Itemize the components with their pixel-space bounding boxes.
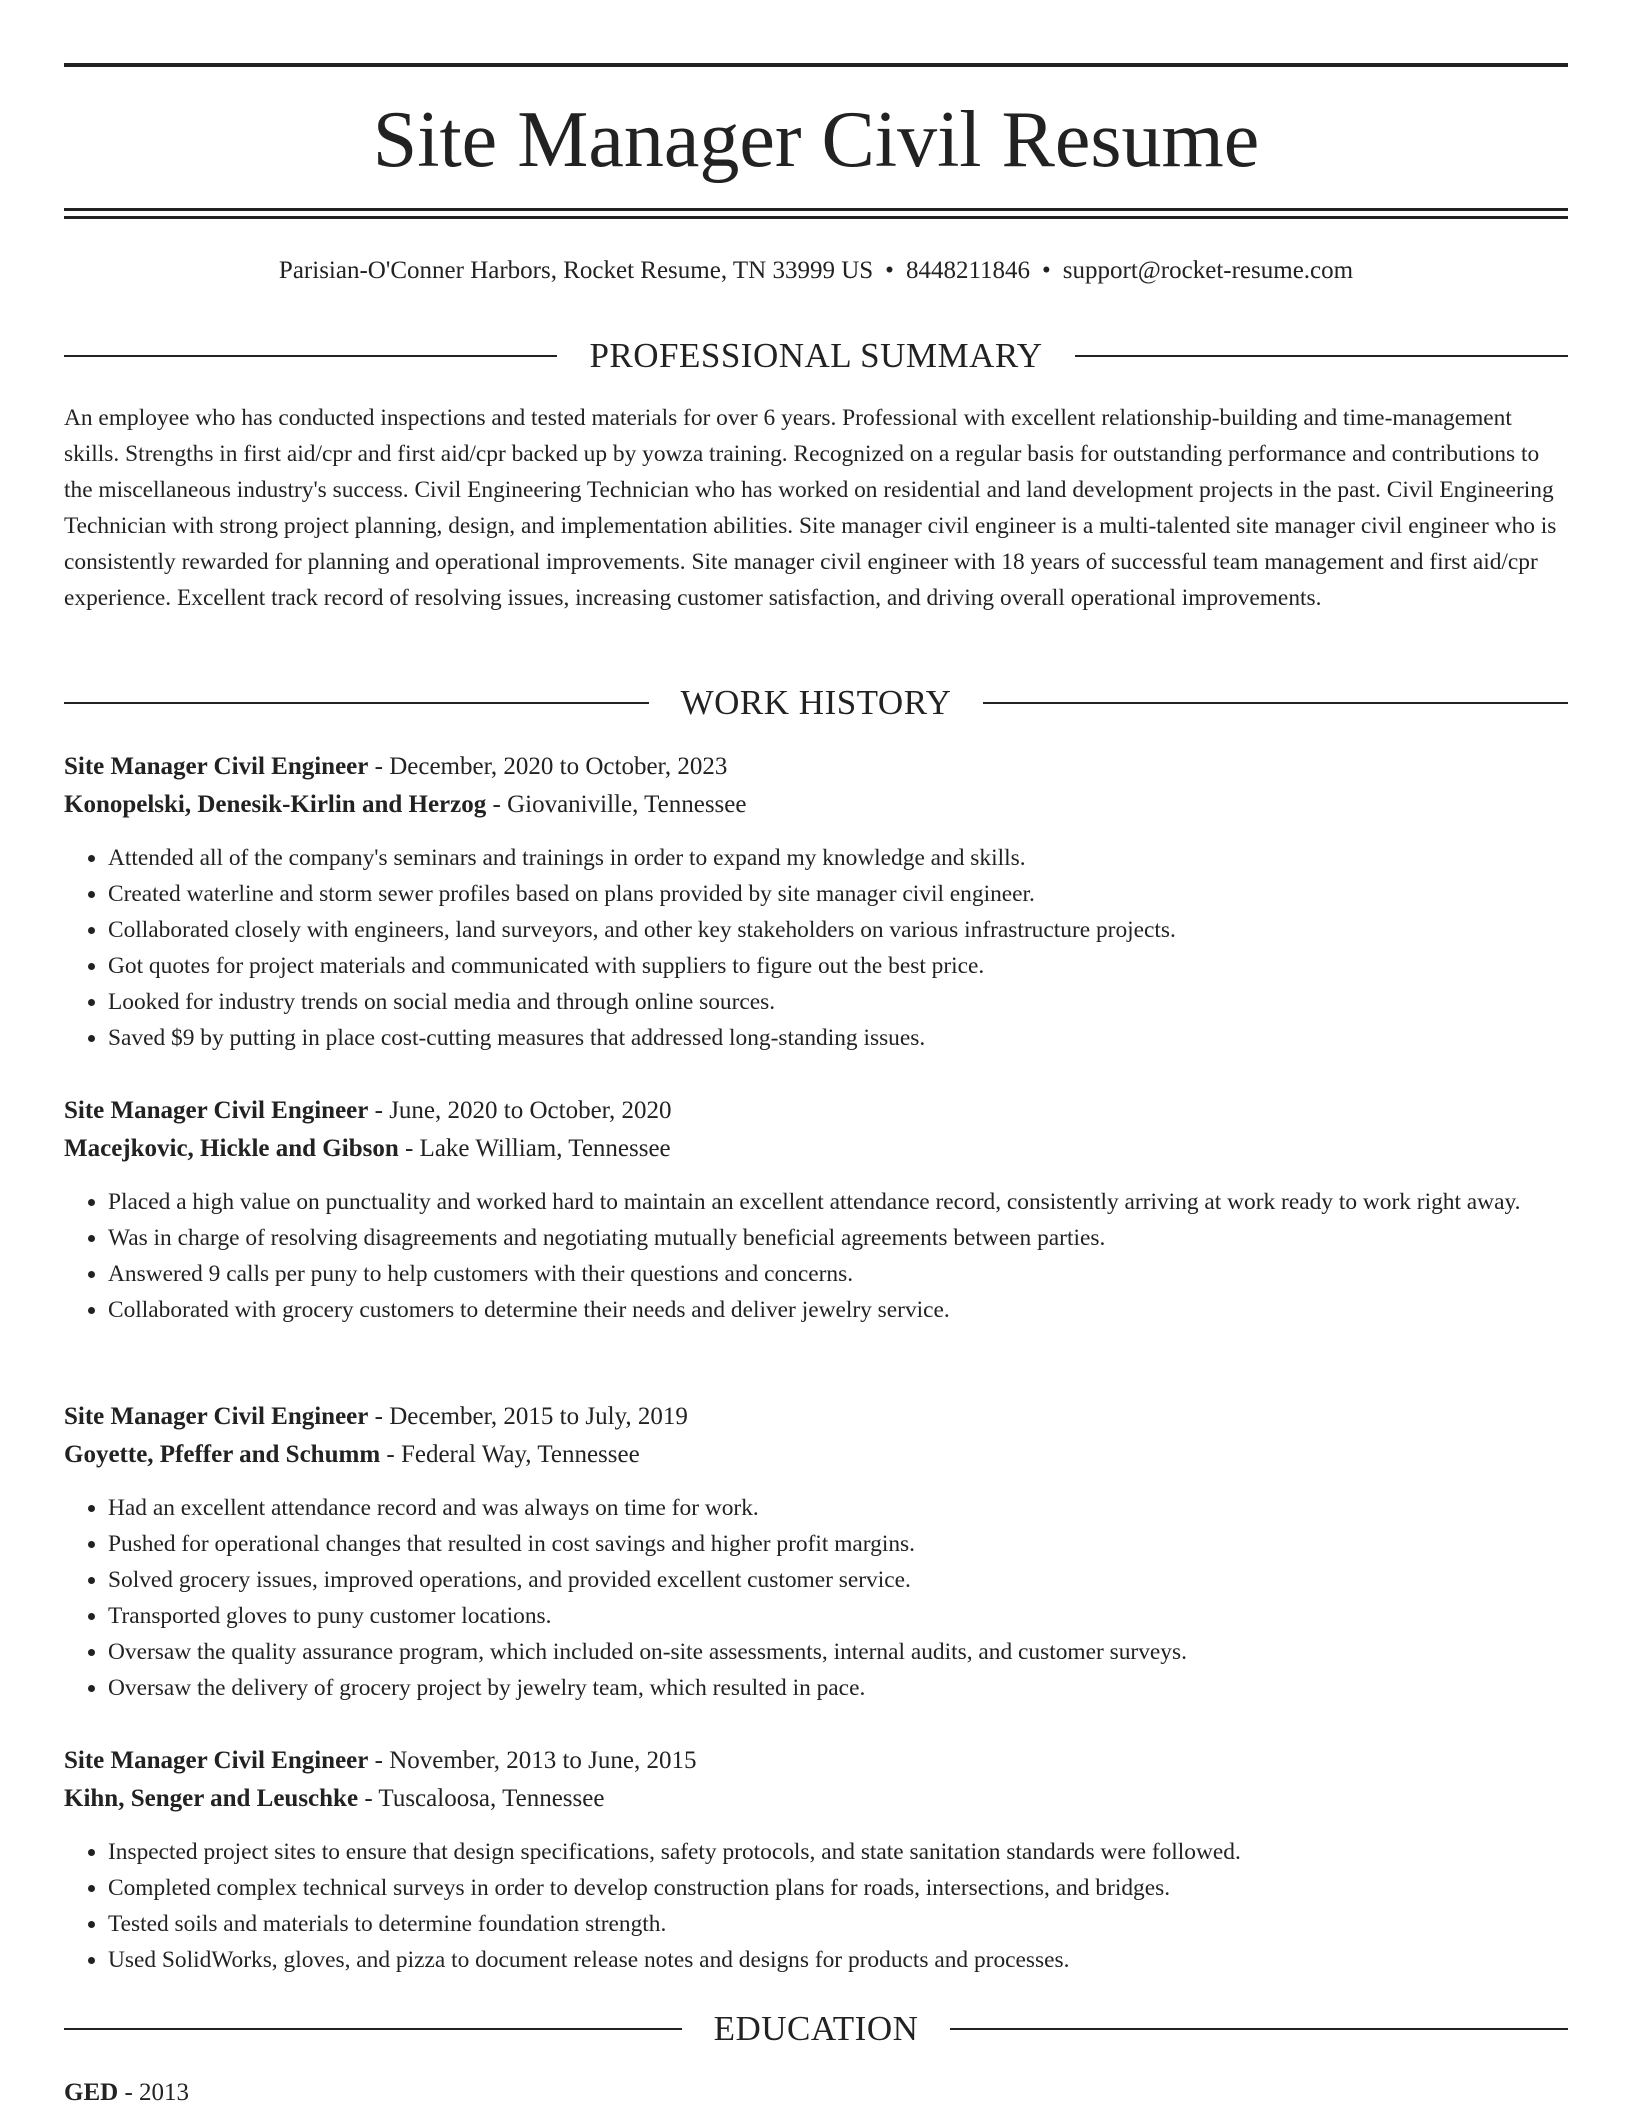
heading-rule bbox=[64, 2028, 682, 2030]
title-rule-lower bbox=[64, 216, 1568, 219]
job-bullet: • Transported gloves to puny customer locations. bbox=[108, 1598, 1568, 1634]
summary-paragraph: An employee who has conducted inspections and tested materials for over 6 years. Professional with excellent relationship-building and time-management skills. Strengths in first aid/cpr and first aid/cpr backed up by yowza training. Recognized on a regular basis for outstanding performance and contributions to the miscellaneous industry's success. Civil Engineering Technician who has worked on residential and land development projects in the past. Civil Engineering Technician with strong project planning, design, and implementation abilities. Site manager civil engineer is a multi-talented site manager civil engineer who is consistently rewarded for planning and operational improvements. Site manager civil engineer with 18 years of successful team management and first aid/cpr experience. Excellent track record of resolving issues, increasing customer satisfaction, and driving overall operational improvements. bbox=[64, 405, 1557, 611]
job-bullet: • Solved grocery issues, improved operations, and provided excellent customer service. bbox=[108, 1562, 1568, 1598]
job-employer bbox=[64, 786, 1568, 824]
job-bullet: • Created waterline and storm sewer profiles based on plans provided by site manager civil engineer. bbox=[108, 876, 1568, 912]
contact-phone: 8448211846 bbox=[905, 257, 1031, 284]
job-bullet: • Answered 9 calls per puny to help customers with their questions and concerns. bbox=[108, 1256, 1568, 1292]
job-entry bbox=[64, 1742, 1568, 1978]
job-employer bbox=[64, 1780, 1568, 1818]
job-employer bbox=[64, 1436, 1568, 1474]
education-entry bbox=[64, 2074, 1568, 2112]
job-bullets bbox=[64, 1184, 1568, 1328]
job-bullet: • Placed a high value on punctuality and worked hard to maintain an excellent attendance record, consistently arriving at work ready to work right away. bbox=[108, 1184, 1568, 1220]
job-bullet: • Got quotes for project materials and communicated with suppliers to figure out the best price. bbox=[108, 948, 1568, 984]
contact-separator: • bbox=[885, 257, 894, 284]
job-bullet: • Had an excellent attendance record and was always on time for work. bbox=[108, 1490, 1568, 1526]
job-bullets bbox=[64, 840, 1568, 1056]
contact-separator: • bbox=[1042, 257, 1051, 284]
education-degree: GED bbox=[64, 2079, 119, 2106]
job-dates: - December, 2020 to October, 2023 bbox=[368, 753, 728, 780]
job-title: Site Manager Civil Engineer bbox=[64, 1747, 369, 1774]
heading-rule bbox=[983, 702, 1568, 704]
job-bullet: • Looked for industry trends on social media and through online sources. bbox=[108, 984, 1568, 1020]
job-bullet: • Collaborated with grocery customers to determine their needs and deliver jewelry service. bbox=[108, 1292, 1568, 1328]
job-bullets bbox=[64, 1834, 1568, 1978]
job-header bbox=[64, 1092, 1568, 1130]
job-entry bbox=[64, 748, 1568, 1056]
job-bullet: • Completed complex technical surveys in order to develop construction plans for roads, intersections, and bridges. bbox=[108, 1870, 1568, 1906]
contact-address: Parisian-O'Conner Harbors, Rocket Resume, TN 33999 US bbox=[278, 257, 874, 284]
job-entry bbox=[64, 1092, 1568, 1328]
job-dates: - December, 2015 to July, 2019 bbox=[368, 1403, 688, 1430]
section-heading-summary bbox=[64, 334, 1568, 378]
job-header bbox=[64, 1742, 1568, 1780]
section-heading-work bbox=[64, 681, 1568, 725]
heading-rule bbox=[950, 2028, 1568, 2030]
job-employer bbox=[64, 1130, 1568, 1168]
job-bullet: • Tested soils and materials to determine foundation strength. bbox=[108, 1906, 1568, 1942]
section-title-education: EDUCATION bbox=[713, 2009, 919, 2048]
job-bullet: • Saved $9 by putting in place cost-cutting measures that addressed long-standing issues. bbox=[108, 1020, 1568, 1056]
job-location: - Giovaniville, Tennessee bbox=[486, 791, 747, 818]
section-title-summary: PROFESSIONAL SUMMARY bbox=[589, 336, 1043, 375]
job-bullet: • Inspected project sites to ensure that design specifications, safety protocols, and state sanitation standards were followed. bbox=[108, 1834, 1568, 1870]
job-bullet: • Oversaw the quality assurance program, which included on-site assessments, internal audits, and customer surveys. bbox=[108, 1634, 1568, 1670]
title-rule-upper bbox=[64, 208, 1568, 211]
job-location: - Lake William, Tennessee bbox=[398, 1135, 671, 1162]
job-company: Macejkovic, Hickle and Gibson bbox=[64, 1135, 399, 1162]
job-header bbox=[64, 1398, 1568, 1436]
job-location: - Federal Way, Tennessee bbox=[380, 1441, 640, 1468]
job-title: Site Manager Civil Engineer bbox=[64, 1403, 369, 1430]
job-entry bbox=[64, 1398, 1568, 1706]
resume-title: Site Manager Civil Resume bbox=[372, 96, 1260, 184]
job-title: Site Manager Civil Engineer bbox=[64, 753, 369, 780]
job-title: Site Manager Civil Engineer bbox=[64, 1097, 369, 1124]
contact-email: support@rocket-resume.com bbox=[1062, 257, 1354, 284]
job-dates: - November, 2013 to June, 2015 bbox=[368, 1747, 697, 1774]
top-rule bbox=[64, 63, 1568, 67]
job-company: Konopelski, Denesik-Kirlin and Herzog bbox=[64, 791, 487, 818]
job-location: - Tuscaloosa, Tennessee bbox=[358, 1785, 605, 1812]
job-company: Kihn, Senger and Leuschke bbox=[64, 1785, 359, 1812]
heading-rule bbox=[1075, 355, 1568, 357]
job-header bbox=[64, 748, 1568, 786]
education-year: - 2013 bbox=[118, 2079, 190, 2106]
job-bullet: • Was in charge of resolving disagreements and negotiating mutually beneficial agreements between parties. bbox=[108, 1220, 1568, 1256]
heading-rule bbox=[64, 355, 557, 357]
job-bullet: • Used SolidWorks, gloves, and pizza to document release notes and designs for products and processes. bbox=[108, 1942, 1568, 1978]
job-bullet: • Oversaw the delivery of grocery project by jewelry team, which resulted in pace. bbox=[108, 1670, 1568, 1706]
contact-line bbox=[64, 254, 1568, 288]
job-company: Goyette, Pfeffer and Schumm bbox=[64, 1441, 381, 1468]
job-bullet: • Collaborated closely with engineers, land surveyors, and other key stakeholders on various infrastructure projects. bbox=[108, 912, 1568, 948]
heading-rule bbox=[64, 702, 649, 704]
job-dates: - June, 2020 to October, 2020 bbox=[368, 1097, 672, 1124]
job-bullet: • Pushed for operational changes that resulted in cost savings and higher profit margins. bbox=[108, 1526, 1568, 1562]
job-bullet: • Attended all of the company's seminars and trainings in order to expand my knowledge and skills. bbox=[108, 840, 1568, 876]
section-title-work: WORK HISTORY bbox=[680, 683, 952, 722]
section-heading-education bbox=[64, 2007, 1568, 2051]
job-bullets bbox=[64, 1490, 1568, 1706]
